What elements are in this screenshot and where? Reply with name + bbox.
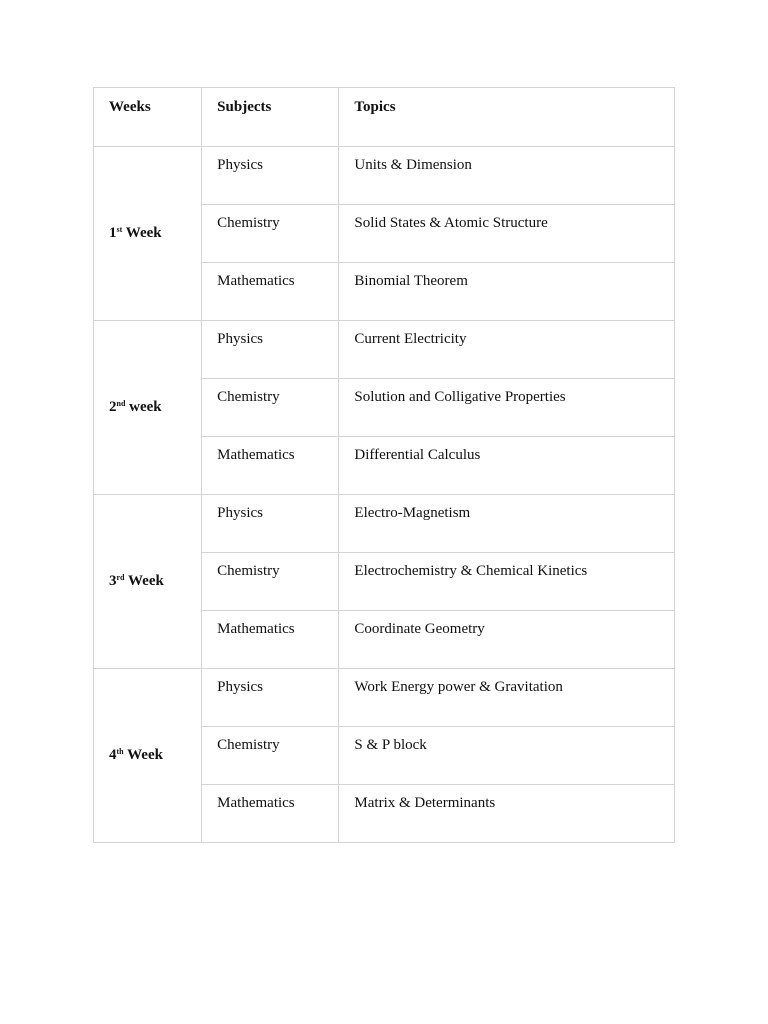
week-word: Week: [127, 747, 163, 763]
topic-cell: Binomial Theorem: [339, 263, 675, 321]
subject-cell: Chemistry: [202, 727, 339, 785]
subject-cell: Mathematics: [202, 611, 339, 669]
week-ordinal-suffix: st: [116, 225, 123, 234]
week-word: Week: [125, 225, 162, 241]
subject-cell: Physics: [202, 495, 339, 553]
week-label: [94, 321, 202, 495]
topic-cell: Matrix & Determinants: [339, 785, 675, 843]
subject-cell: Chemistry: [202, 379, 339, 437]
topic-cell: Electrochemistry & Chemical Kinetics: [339, 553, 675, 611]
subject-cell: Mathematics: [202, 437, 339, 495]
week-ordinal-suffix: th: [116, 747, 124, 756]
topic-cell: Solid States & Atomic Structure: [339, 205, 675, 263]
schedule-table: [93, 87, 675, 843]
header-row: [94, 88, 675, 147]
header-weeks: Weeks: [94, 88, 202, 147]
table-row: [94, 147, 675, 205]
header-subjects: Subjects: [202, 88, 339, 147]
table-row: [94, 495, 675, 553]
week-number: 4: [109, 747, 117, 763]
week-label: [94, 147, 202, 321]
week-word: week: [129, 399, 162, 415]
topic-cell: Differential Calculus: [339, 437, 675, 495]
week-label: [94, 669, 202, 843]
week-ordinal-suffix: rd: [116, 573, 125, 582]
week-word: Week: [127, 573, 164, 589]
topic-cell: Electro-Magnetism: [339, 495, 675, 553]
topic-cell: Solution and Colligative Properties: [339, 379, 675, 437]
topic-cell: Units & Dimension: [339, 147, 675, 205]
topic-cell: S & P block: [339, 727, 675, 785]
subject-cell: Mathematics: [202, 263, 339, 321]
table-row: [94, 669, 675, 727]
week-number: 1: [109, 225, 117, 241]
week-ordinal-suffix: nd: [116, 399, 126, 408]
subject-cell: Physics: [202, 147, 339, 205]
subject-cell: Physics: [202, 669, 339, 727]
topic-cell: Current Electricity: [339, 321, 675, 379]
topic-cell: Work Energy power & Gravitation: [339, 669, 675, 727]
week-number: 3: [109, 573, 117, 589]
subject-cell: Chemistry: [202, 205, 339, 263]
subject-cell: Chemistry: [202, 553, 339, 611]
table-row: [94, 321, 675, 379]
topic-cell: Coordinate Geometry: [339, 611, 675, 669]
subject-cell: Physics: [202, 321, 339, 379]
week-label: [94, 495, 202, 669]
header-topics: Topics: [339, 88, 675, 147]
week-number: 2: [109, 399, 117, 415]
subject-cell: Mathematics: [202, 785, 339, 843]
